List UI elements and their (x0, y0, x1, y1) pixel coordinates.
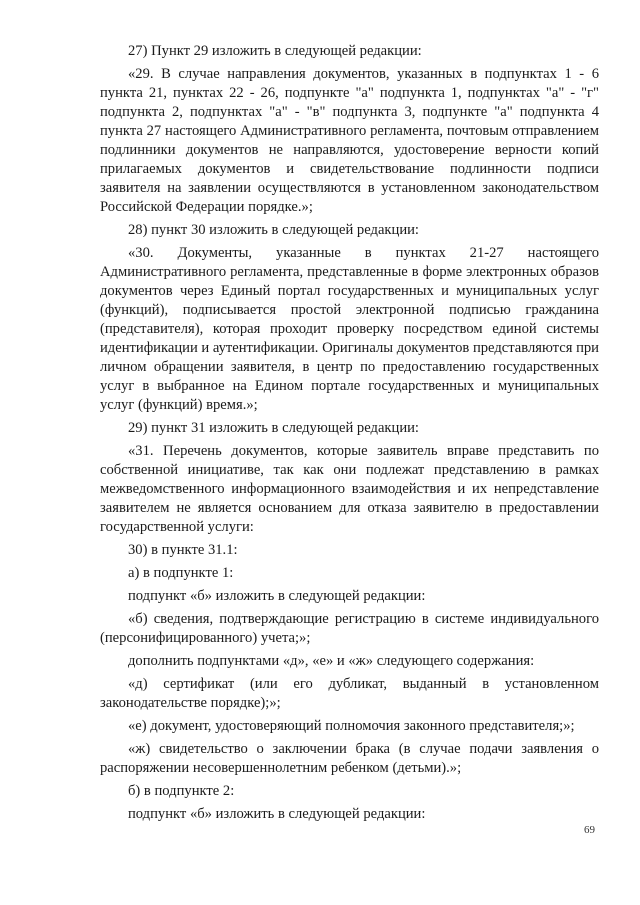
paragraph: 28) пункт 30 изложить в следующей редакции: (128, 222, 419, 238)
paragraph: «е) документ, удостоверяющий полномочия законного представителя;»; (128, 718, 575, 734)
paragraph: «30. Документы, указанные в пунктах 21-27 настоящего Административного регламента, представленные в форме электронных образов документов через Единый портал государственных и муниципальных услуг (функций), подписывается простой электронной подписью гражданина (представителя), которая проходит проверку посредством единой системы идентификации и аутентификации. Оригиналы документов представляются при личном обращении заявителя, в центр по предоставлению государственных услуг в выбранное на Едином портале государственных и муниципальных услуг (функций) время.»; (100, 245, 599, 413)
document-body (100, 42, 599, 828)
paragraph: 30) в пункте 31.1: (128, 542, 238, 558)
paragraph: 27) Пункт 29 изложить в следующей редакции: (128, 43, 422, 59)
paragraph: «ж) свидетельство о заключении брака (в случае подачи заявления о распоряжении несовершеннолетним ребенком (детьми).»; (100, 741, 599, 776)
paragraph: «б) сведения, подтверждающие регистрацию в системе индивидуального (персонифицированного) учета;»; (100, 611, 599, 646)
paragraph: 29) пункт 31 изложить в следующей редакции: (128, 420, 419, 436)
paragraph: «д) сертификат (или его дубликат, выданный в установленном законодательстве порядке);»; (100, 676, 599, 711)
paragraph: «29. В случае направления документов, указанных в подпунктах 1 - 6 пункта 21, пунктах 22 - 26, подпункте "а" подпункта 1, подпунктах "а" - "г" подпункта 2, подпунктах "а" - "в" подпункта 3, подпункте "а" подпункта 4 пункта 27 настоящего Административного регламента, почтовым отправлением подлинники документов не направляются, удостоверение верности копий прилагаемых документов и свидетельствование подлинности подписи заявителя на заявлении осуществляются в установленном законодательством Российской Федерации порядке.»; (100, 66, 599, 215)
paragraph: подпункт «б» изложить в следующей редакции: (128, 588, 426, 604)
page-number: 69 (584, 824, 595, 836)
paragraph: подпункт «б» изложить в следующей редакции: (128, 806, 426, 822)
paragraph: «31. Перечень документов, которые заявитель вправе представить по собственной инициативе, так как они подлежат представлению в рамках межведомственного информационного взаимодействия и их непредставление заявителем не является основанием для отказа заявителю в предоставлении государственной услуги: (100, 443, 599, 535)
paragraph: дополнить подпунктами «д», «е» и «ж» следующего содержания: (128, 653, 535, 669)
paragraph: а) в подпункте 1: (128, 565, 234, 581)
paragraph: б) в подпункте 2: (128, 783, 235, 799)
